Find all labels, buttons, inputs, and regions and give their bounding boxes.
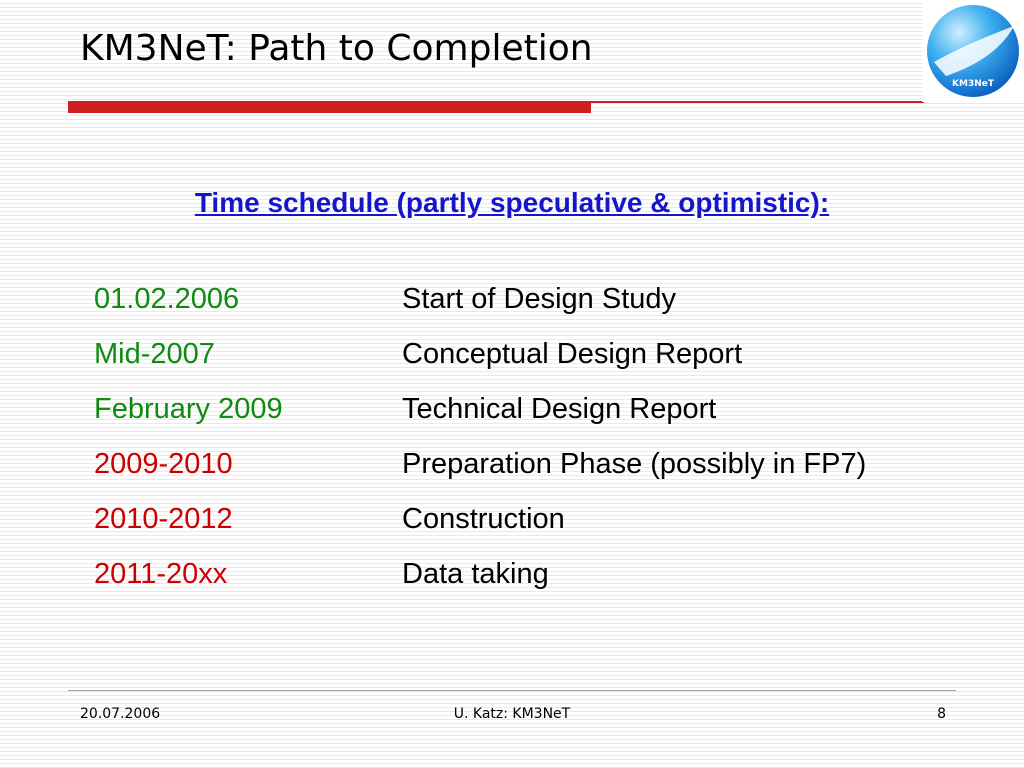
schedule-event: Conceptual Design Report <box>402 338 743 370</box>
footer-page-number: 8 <box>937 706 946 722</box>
schedule-row <box>94 437 974 492</box>
schedule-list <box>94 272 974 602</box>
footer-divider <box>68 690 956 691</box>
footer-author: U. Katz: KM3NeT <box>453 706 571 722</box>
schedule-row <box>94 272 974 327</box>
schedule-row <box>94 492 974 547</box>
schedule-date: 01.02.2006 <box>94 283 240 315</box>
title-underline-thin <box>591 101 924 103</box>
km3net-logo-icon <box>926 4 1020 98</box>
schedule-event: Preparation Phase (possibly in FP7) <box>402 448 867 480</box>
schedule-date: 2011-20xx <box>94 558 228 590</box>
schedule-date: Mid-2007 <box>94 338 215 370</box>
footer-date: 20.07.2006 <box>80 706 161 722</box>
title-underline-thick <box>68 101 591 113</box>
schedule-event: Technical Design Report <box>402 393 717 425</box>
slide-title: KM3NeT: Path to Completion <box>80 28 593 69</box>
schedule-date: 2010-2012 <box>94 503 233 535</box>
schedule-row <box>94 382 974 437</box>
schedule-date: February 2009 <box>94 393 283 425</box>
schedule-heading: Time schedule (partly speculative & optimistic): <box>194 187 830 218</box>
schedule-event: Start of Design Study <box>402 283 677 315</box>
schedule-event: Data taking <box>402 558 549 590</box>
schedule-row <box>94 327 974 382</box>
schedule-date: 2009-2010 <box>94 448 233 480</box>
logo-text: KM3NeT <box>952 79 994 89</box>
schedule-row <box>94 547 974 602</box>
schedule-event: Construction <box>402 503 565 535</box>
